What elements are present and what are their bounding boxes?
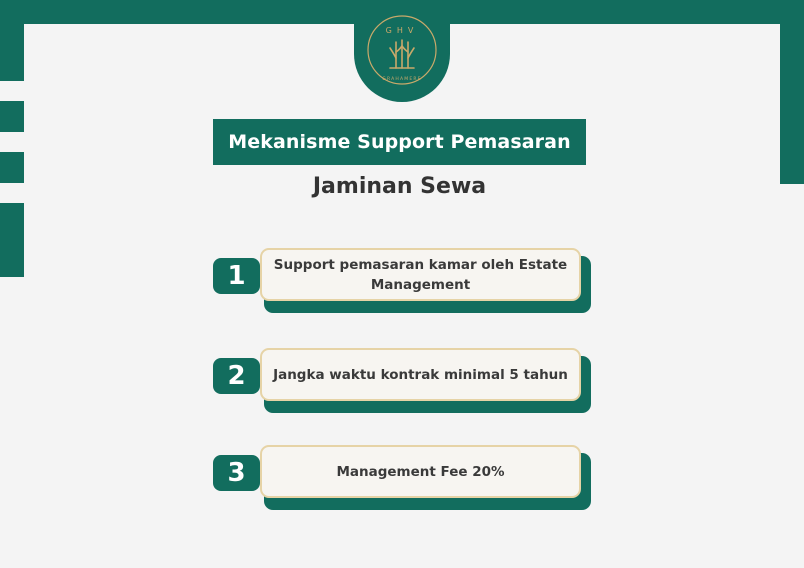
step-item xyxy=(213,248,593,312)
logo-tagline: GRAHAMERE xyxy=(382,77,422,82)
step-text: Support pemasaran kamar oleh Estate Management xyxy=(273,256,568,293)
page-title-text: Mekanisme Support Pemasaran xyxy=(228,131,571,153)
page-title xyxy=(213,119,586,165)
step-text: Jangka waktu kontrak minimal 5 tahun xyxy=(273,366,568,383)
step-number-badge: 2 xyxy=(213,358,260,394)
step-item xyxy=(213,445,593,509)
step-card xyxy=(260,445,581,498)
brand-logo xyxy=(354,0,450,102)
left-decor-bar xyxy=(0,152,24,183)
right-decor-bar xyxy=(780,24,804,184)
step-number-badge: 3 xyxy=(213,455,260,491)
step-card xyxy=(260,348,581,401)
step-item xyxy=(213,348,593,412)
tree-emblem-icon xyxy=(354,0,450,102)
left-decor-bar xyxy=(0,24,24,81)
step-card xyxy=(260,248,581,301)
step-number-badge: 1 xyxy=(213,258,260,294)
page-subtitle: Jaminan Sewa xyxy=(312,174,487,199)
logo-letters: GHV xyxy=(385,26,419,35)
left-decor-bar xyxy=(0,101,24,132)
left-decor-bar xyxy=(0,203,24,277)
step-text: Management Fee 20% xyxy=(336,463,505,480)
